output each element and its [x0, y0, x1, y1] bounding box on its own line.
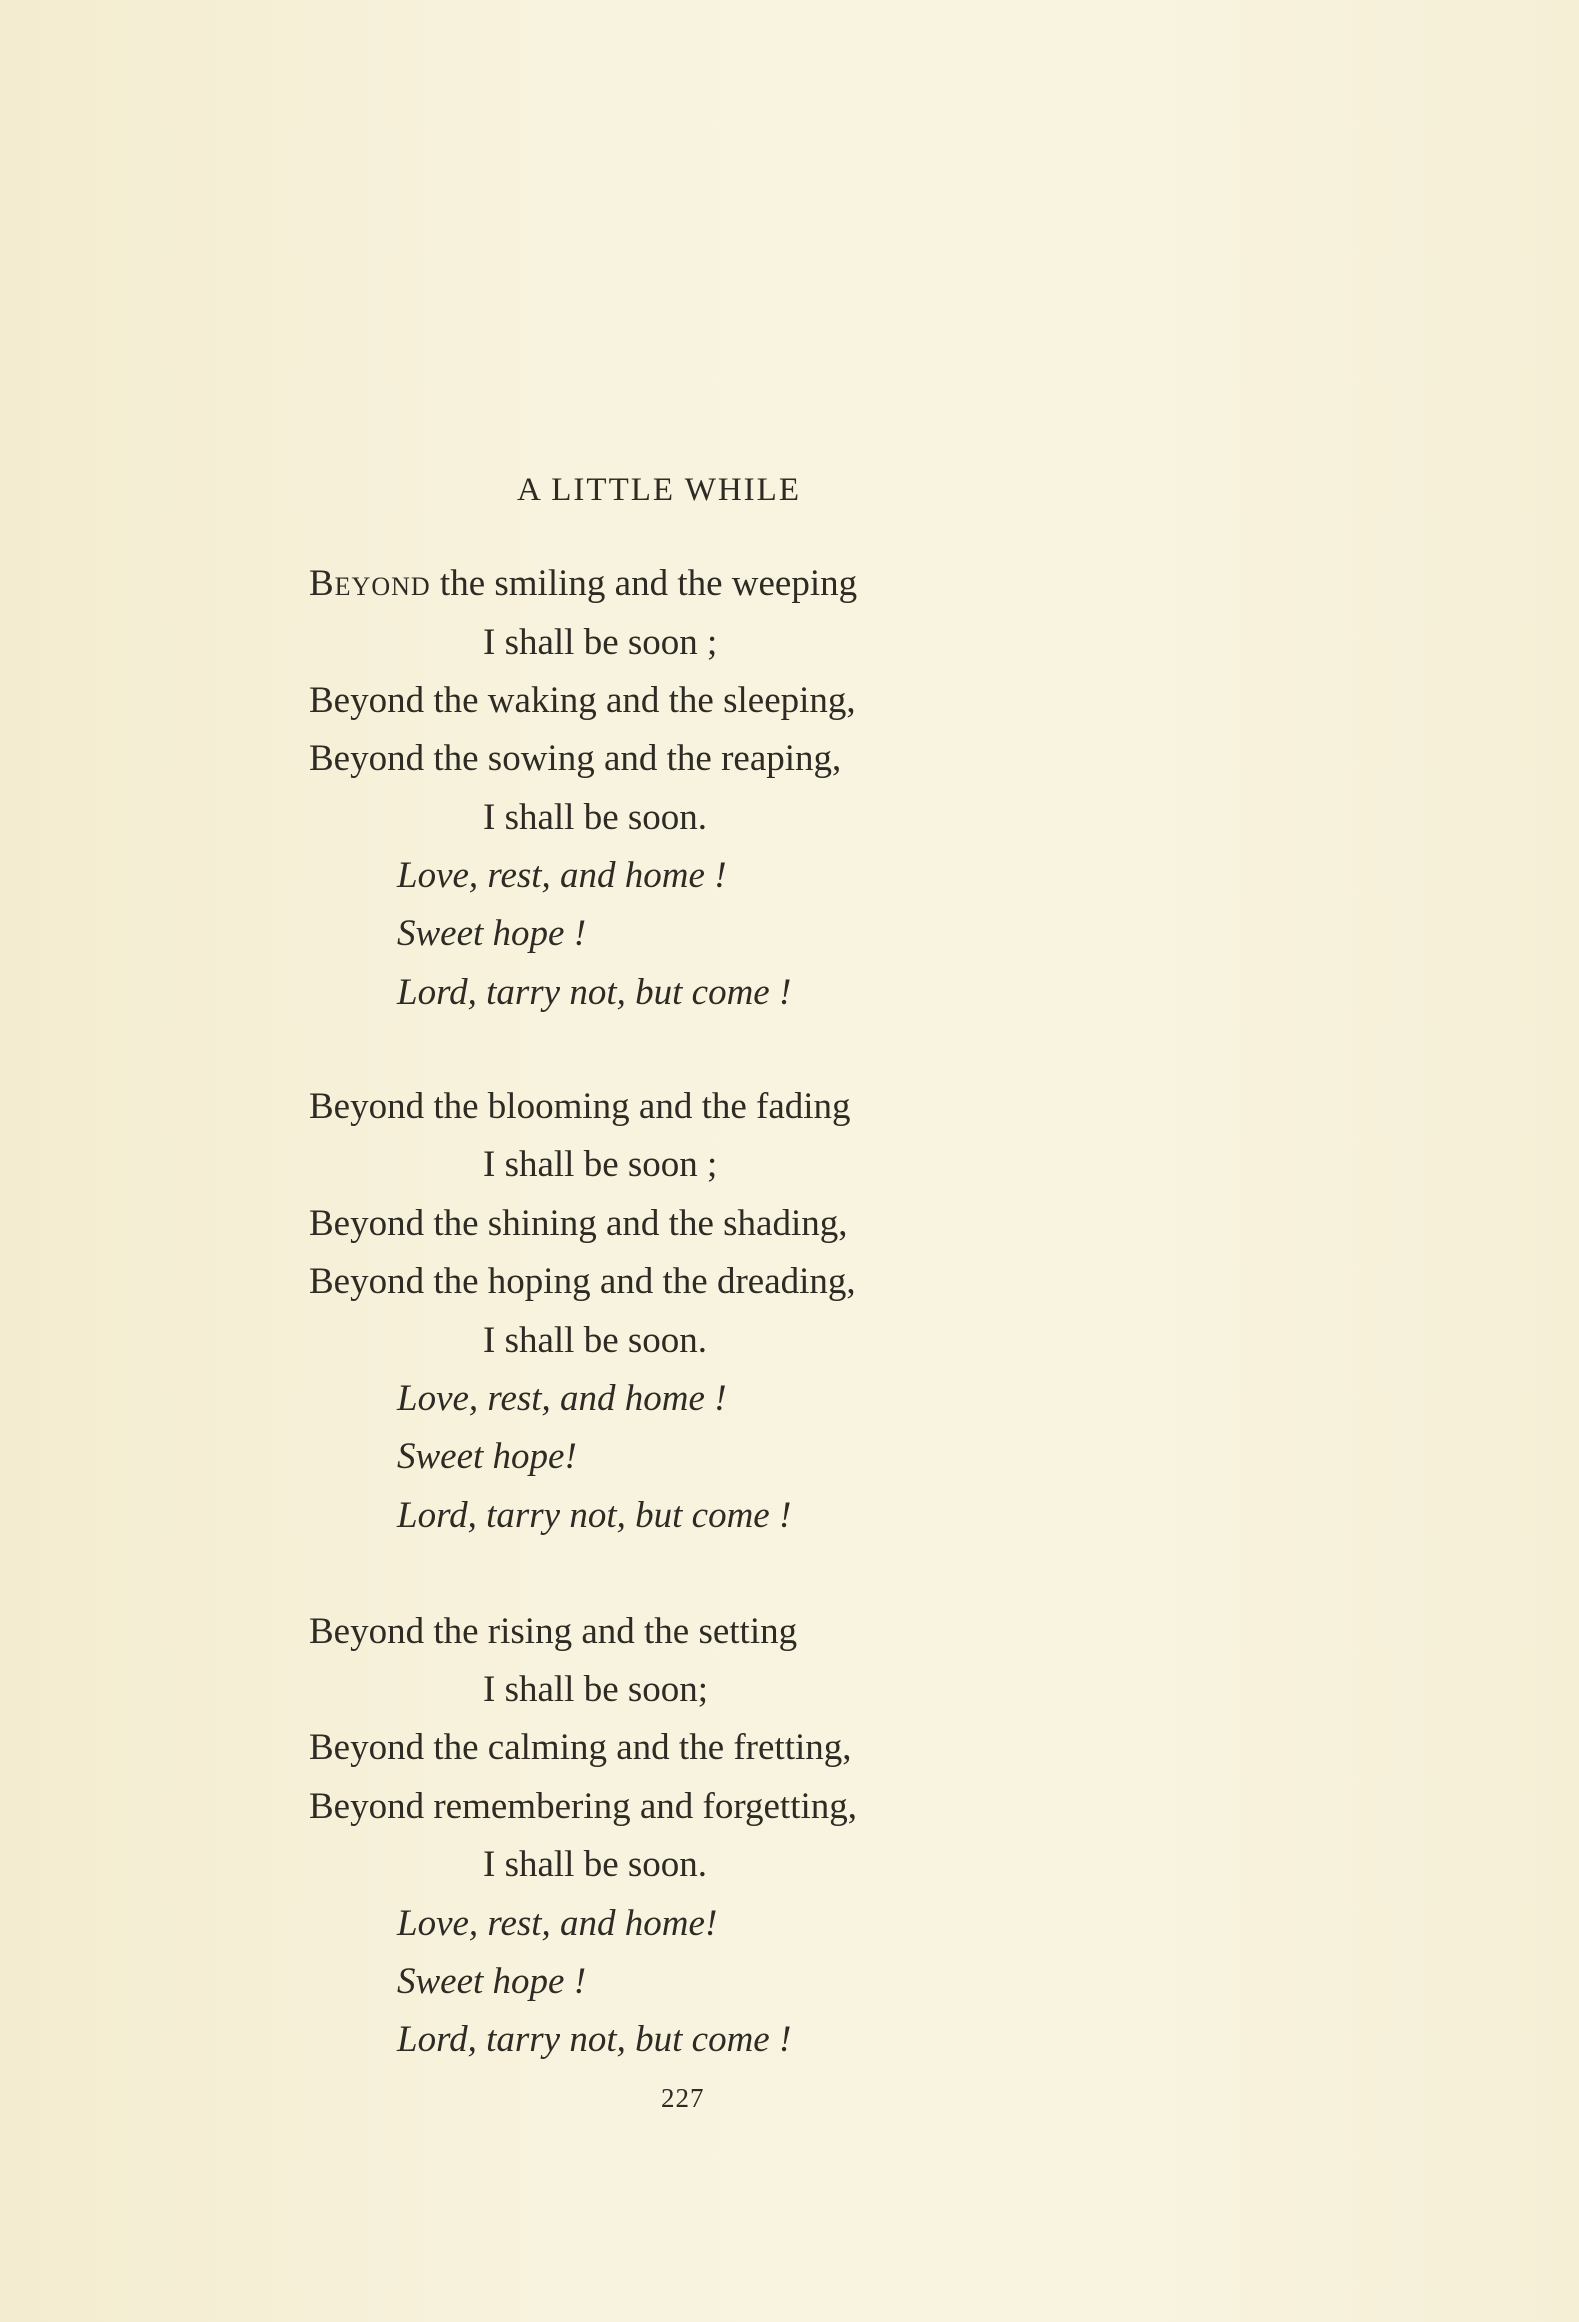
stanza-2-line-2: I shall be soon ;	[483, 1144, 718, 1185]
stanza-3-line-4: Beyond remembering and forgetting,	[309, 1786, 858, 1827]
stanza-2-line-3: Beyond the shining and the shading,	[309, 1203, 848, 1244]
stanza-1-line-5: I shall be soon.	[483, 797, 708, 838]
stanza-1-refrain-3: Lord, tarry not, but come !	[397, 972, 792, 1013]
stanza-2-refrain-3: Lord, tarry not, but come !	[397, 1495, 792, 1536]
stanza-3-line-1: Beyond the rising and the setting	[309, 1611, 798, 1652]
line-rest: the smiling and the weeping	[430, 563, 858, 604]
stanza-2-line-5: I shall be soon.	[483, 1320, 708, 1361]
stanza-1-line-1	[309, 565, 857, 602]
stanza-1-line-4: Beyond the sowing and the reaping,	[309, 738, 842, 779]
stanza-3-refrain-2: Sweet hope !	[397, 1961, 587, 2002]
stanza-3-refrain-3: Lord, tarry not, but come !	[397, 2019, 792, 2060]
stanza-1-line-3: Beyond the waking and the sleeping,	[309, 680, 856, 721]
page-number: 227	[661, 2083, 705, 2113]
poem-title: A LITTLE WHILE	[517, 472, 801, 508]
stanza-1-line-2: I shall be soon ;	[483, 622, 718, 663]
stanza-1-refrain-2: Sweet hope !	[397, 913, 587, 954]
first-word-small-caps: Beyond	[309, 563, 431, 604]
stanza-2-line-1: Beyond the blooming and the fading	[309, 1086, 851, 1127]
stanza-2-refrain-2: Sweet hope!	[397, 1436, 577, 1477]
stanza-2-line-4: Beyond the hoping and the dreading,	[309, 1261, 856, 1302]
stanza-3-line-2: I shall be soon;	[483, 1669, 709, 1710]
stanza-3-line-3: Beyond the calming and the fretting,	[309, 1727, 852, 1768]
stanza-1-refrain-1: Love, rest, and home !	[397, 855, 727, 896]
stanza-3-refrain-1: Love, rest, and home!	[397, 1903, 718, 1944]
stanza-2-refrain-1: Love, rest, and home !	[397, 1378, 727, 1419]
stanza-3-line-5: I shall be soon.	[483, 1844, 708, 1885]
